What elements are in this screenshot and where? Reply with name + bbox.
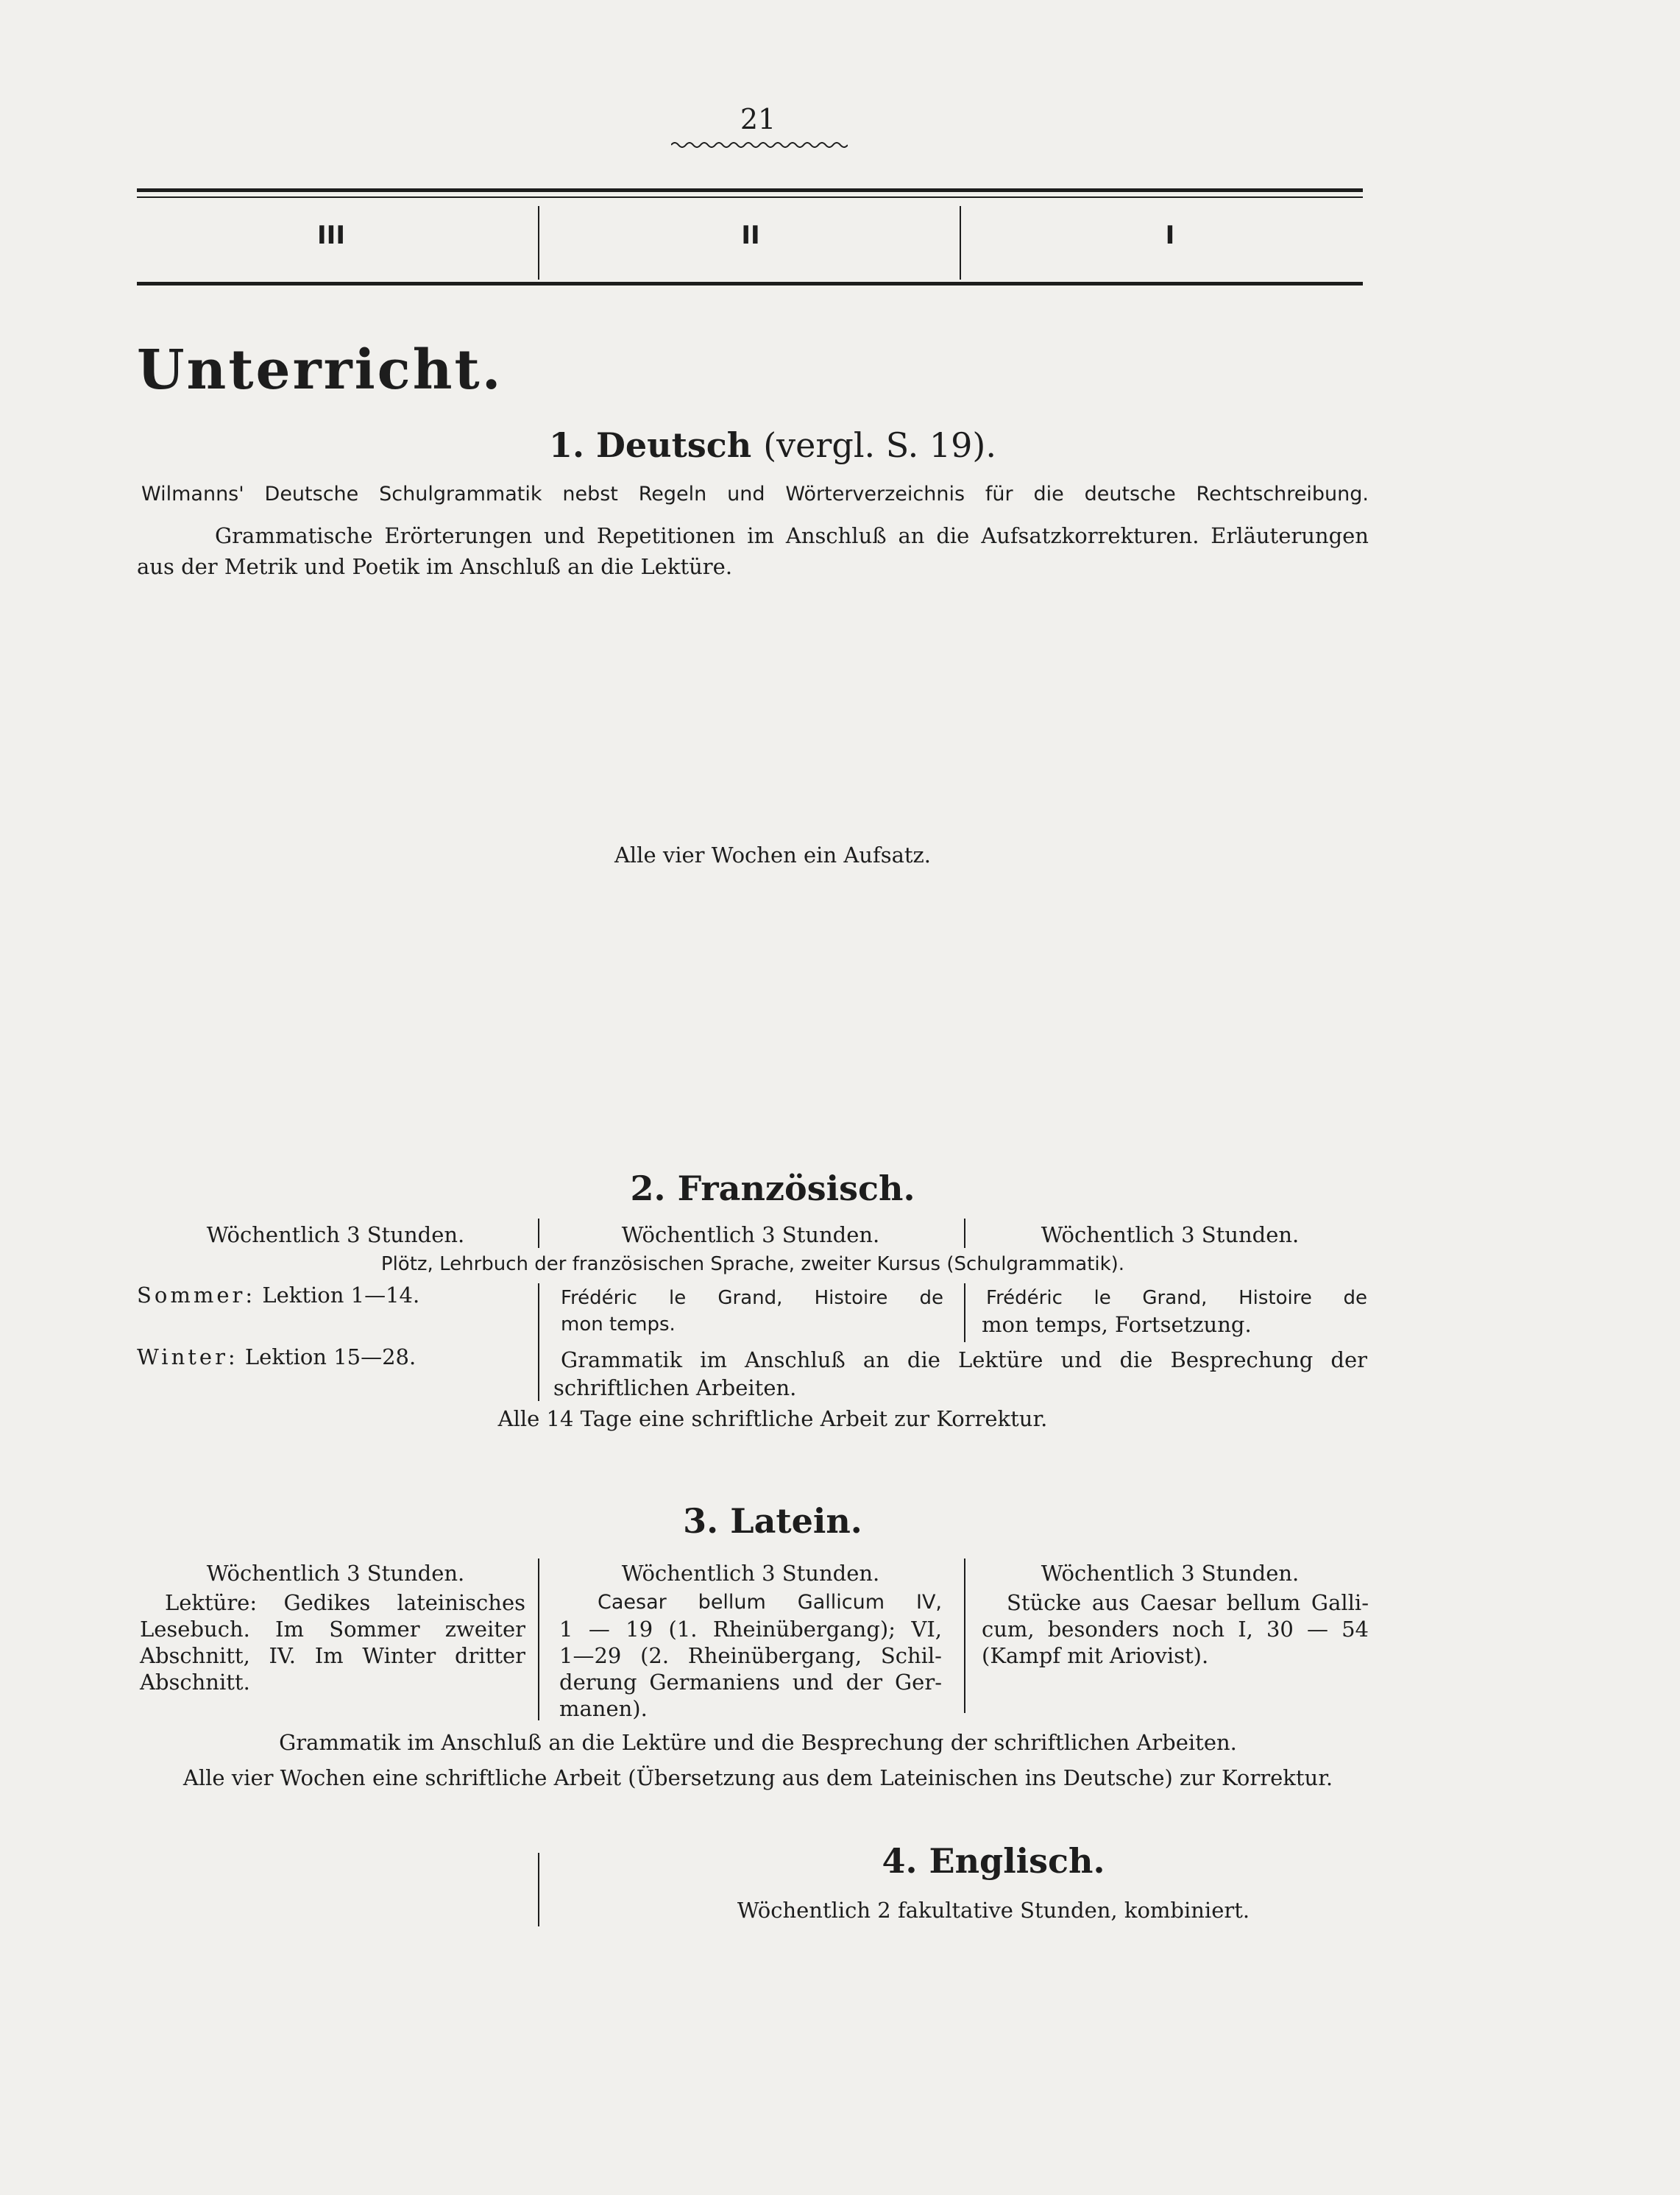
header-col-III: III <box>317 221 345 250</box>
fr-hours-II: Wöchentlich 3 Stunden. <box>621 1222 880 1247</box>
section-heading-franzoesisch <box>442 1169 1104 1208</box>
deutsch-line-2: aus der Metrik und Poetik im Anschluß an die Lektüre. <box>137 554 733 579</box>
lat-hours-I: Wöchentlich 3 Stunden. <box>1041 1561 1300 1586</box>
deutsch-line-1: Grammatische Erörterungen und Repetitionen im Anschluß an die Aufsatzkorrekturen. Erläuterungen <box>215 523 1369 548</box>
fr-divider-body-1 <box>538 1283 539 1401</box>
fr-winter-text: Lektion 15—28. <box>244 1344 417 1369</box>
lat-col2 <box>559 1589 942 1722</box>
section-number: 4. <box>882 1841 918 1881</box>
fr-hours-III: Wöchentlich 3 Stunden. <box>206 1222 465 1247</box>
lat-divider-2 <box>964 1559 965 1713</box>
header-top-rule-thin <box>137 196 1363 198</box>
fr-winter <box>137 1344 534 1370</box>
lat-col2-line: manen). <box>559 1696 648 1721</box>
page-title: Unterricht. <box>137 338 503 402</box>
section-heading-deutsch <box>442 425 1104 465</box>
lat-col1 <box>982 1589 1369 1669</box>
lat-col2-line: 1 — 19 (1. Rheinübergang); VI, <box>559 1617 942 1642</box>
wavy-ornament <box>671 140 848 150</box>
lat-hours-II: Wöchentlich 3 Stunden. <box>621 1561 880 1586</box>
lat-col3-line: Lektüre: Gedikes lateinisches <box>165 1590 525 1615</box>
fr-col1-line-1: Frédéric le Grand, Histoire de <box>986 1287 1367 1309</box>
fr-col1-line-2: mon temps, Fortsetzung. <box>982 1312 1252 1337</box>
fr-work: Alle 14 Tage eine schriftliche Arbeit zur Korrektur. <box>497 1406 1048 1431</box>
lat-col2-line: 1—29 (2. Rheinübergang, Schil- <box>559 1643 942 1668</box>
lat-col3 <box>140 1589 525 1695</box>
section-reference: (vergl. S. 19). <box>763 425 997 465</box>
lat-col3-line: Abschnitt. <box>140 1670 250 1695</box>
fr-divider-hours-2 <box>964 1219 965 1248</box>
lat-col2-line: derung Germaniens und der Ger- <box>559 1670 942 1695</box>
fr-divider-hours-1 <box>538 1219 539 1248</box>
header-top-rule-thick <box>137 188 1363 192</box>
fr-divider-body-2 <box>964 1283 965 1342</box>
deutsch-essay: Alle vier Wochen ein Aufsatz. <box>614 843 932 868</box>
header-divider-2 <box>960 206 961 280</box>
lat-col1-line: cum, besonders noch I, 30 — 54 <box>982 1617 1369 1642</box>
deutsch-book: Wilmanns' Deutsche Schulgrammatik nebst Regeln und Wörterverzeichnis für die deutsche Rechtschreibung. <box>141 483 1369 506</box>
section-title: Deutsch <box>596 425 752 465</box>
fr-book: Plötz, Lehrbuch der französischen Sprache, zweiter Kursus (Schulgrammatik). <box>380 1253 1125 1275</box>
lat-work: Alle vier Wochen eine schriftliche Arbeit (Übersetzung aus dem Lateinischen ins Deutsche) zur Korrektur. <box>182 1765 1333 1790</box>
fr-col2-line-1: Frédéric le Grand, Histoire de <box>561 1287 943 1309</box>
section-heading-latein <box>442 1501 1104 1541</box>
header-divider-1 <box>538 206 539 280</box>
lat-col3-line: Lesebuch. Im Sommer zweiter <box>140 1617 525 1642</box>
section-title: Französisch. <box>677 1169 915 1208</box>
lat-divider-1 <box>538 1559 539 1720</box>
section-number: 2. <box>630 1169 666 1208</box>
section-title: Latein. <box>730 1501 862 1541</box>
fr-winter-label: Winter: <box>137 1344 238 1369</box>
lat-col3-line: Abschnitt, IV. Im Winter dritter <box>140 1643 525 1668</box>
fr-hours-I: Wöchentlich 3 Stunden. <box>1041 1222 1300 1247</box>
en-hours: Wöchentlich 2 fakultative Stunden, kombiniert. <box>737 1898 1250 1923</box>
page-number: 21 <box>740 103 776 135</box>
lat-col1-line: Stücke aus Caesar bellum Galli- <box>1007 1590 1369 1615</box>
header-col-I: I <box>1165 221 1175 250</box>
lat-col2-line: Caesar bellum Gallicum IV, <box>598 1591 942 1614</box>
section-number: 1. <box>548 425 584 465</box>
fr-grammar-line-2: schriftlichen Arbeiten. <box>553 1375 797 1400</box>
lat-hours-III: Wöchentlich 3 Stunden. <box>206 1561 465 1586</box>
en-divider <box>538 1853 539 1926</box>
header-col-II: II <box>741 221 760 250</box>
lat-grammar: Grammatik im Anschluß an die Lektüre und die Besprechung der schriftlichen Arbeiten. <box>279 1730 1237 1755</box>
section-title: Englisch. <box>929 1841 1105 1881</box>
fr-summer-label: Sommer: <box>137 1283 256 1308</box>
section-heading-englisch <box>736 1841 1251 1881</box>
fr-grammar-line-1: Grammatik im Anschluß an die Lektüre und die Besprechung der <box>561 1347 1367 1372</box>
header-bottom-rule <box>137 282 1363 286</box>
lat-col1-line: (Kampf mit Ariovist). <box>982 1643 1209 1668</box>
fr-summer <box>137 1282 534 1308</box>
section-number: 3. <box>683 1501 719 1541</box>
fr-summer-text: Lektion 1—14. <box>262 1283 420 1308</box>
fr-col2-line-2: mon temps. <box>561 1313 676 1336</box>
